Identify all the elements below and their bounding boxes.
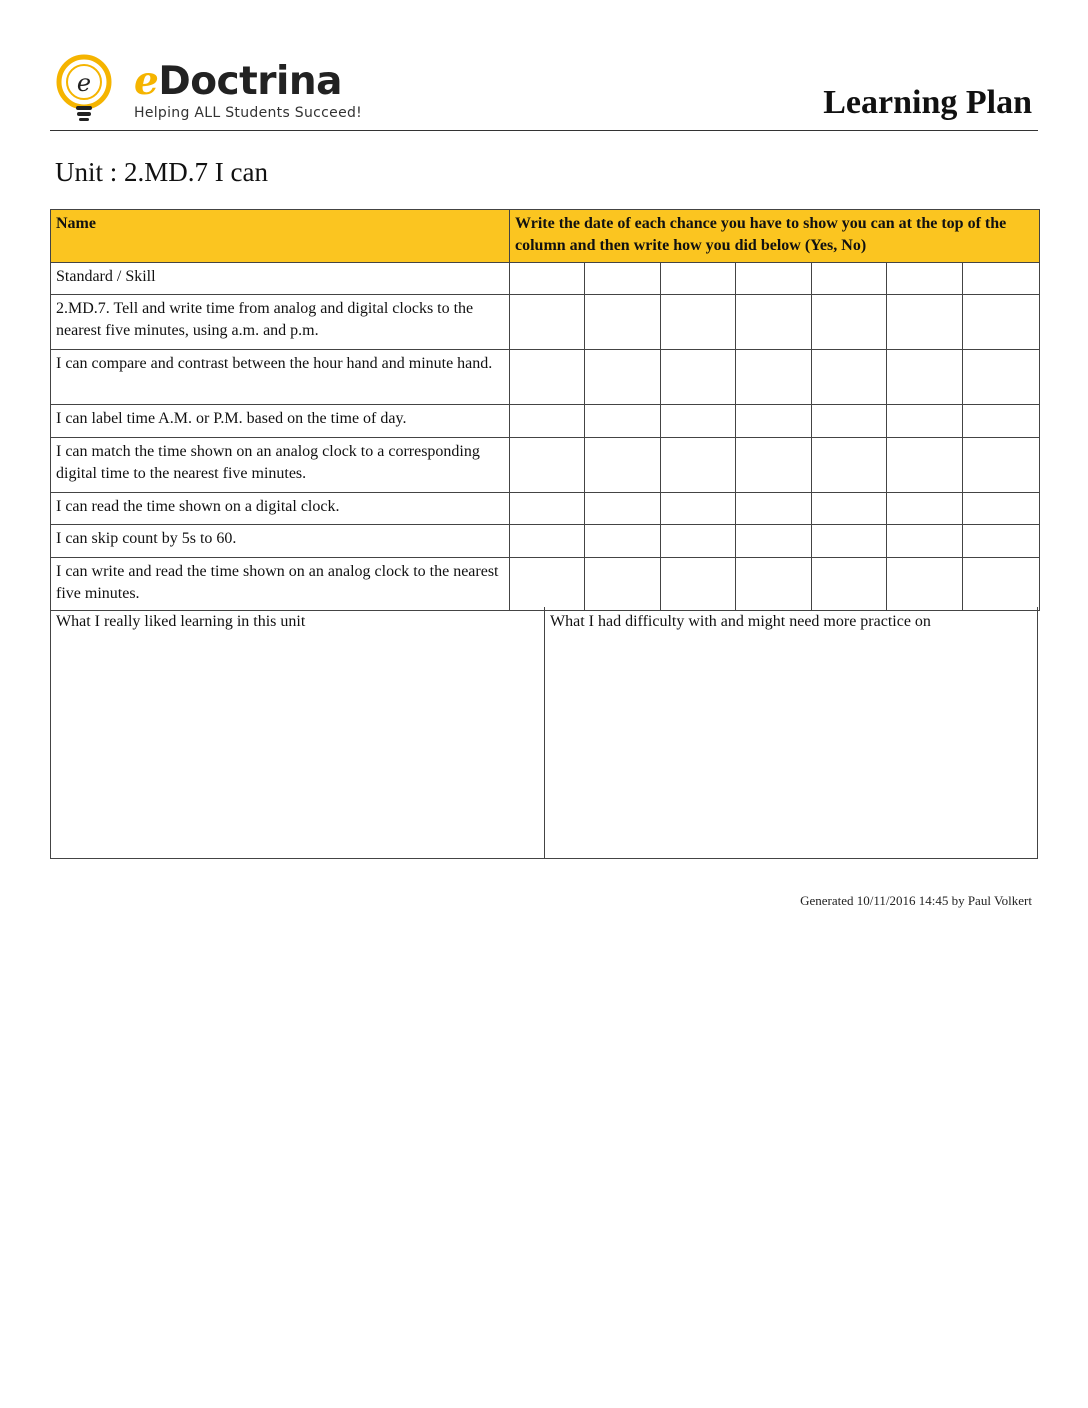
- result-cell[interactable]: [585, 558, 661, 611]
- table-header-row: [51, 210, 1040, 263]
- result-cell[interactable]: [963, 558, 1040, 611]
- skill-label: I can compare and contrast between the hour hand and minute hand.: [51, 350, 510, 405]
- skill-label: Standard / Skill: [51, 263, 510, 295]
- liked-learning-box[interactable]: [51, 607, 545, 858]
- result-cell[interactable]: [736, 295, 812, 350]
- result-cell[interactable]: [963, 295, 1040, 350]
- result-cell[interactable]: [661, 295, 736, 350]
- result-cell[interactable]: [887, 493, 963, 525]
- result-cell[interactable]: [585, 405, 661, 438]
- difficulty-box[interactable]: [545, 607, 1037, 858]
- difficulty-label: What I had difficulty with and might need more practice on: [550, 613, 931, 630]
- page-title: Learning Plan: [823, 84, 1032, 121]
- date-cell[interactable]: [963, 263, 1040, 295]
- skill-label: I can match the time shown on an analog clock to a corresponding digital time to the nearest five minutes.: [51, 438, 510, 493]
- result-cell[interactable]: [812, 405, 887, 438]
- table-row: [51, 558, 1040, 611]
- result-cell[interactable]: [661, 525, 736, 558]
- result-cell[interactable]: [963, 525, 1040, 558]
- result-cell[interactable]: [661, 493, 736, 525]
- result-cell[interactable]: [585, 350, 661, 405]
- date-cell[interactable]: [887, 263, 963, 295]
- result-cell[interactable]: [510, 295, 585, 350]
- result-cell[interactable]: [661, 438, 736, 493]
- liked-learning-label: What I really liked learning in this unit: [56, 613, 306, 630]
- result-cell[interactable]: [887, 405, 963, 438]
- generated-footer: Generated 10/11/2016 14:45 by Paul Volkert: [800, 893, 1032, 908]
- reflection-section: [50, 607, 1038, 859]
- result-cell[interactable]: [812, 493, 887, 525]
- brand-tagline: Helping ALL Students Succeed!: [134, 105, 363, 121]
- skill-label: I can write and read the time shown on an analog clock to the nearest five minutes.: [51, 558, 510, 611]
- date-cell[interactable]: [661, 263, 736, 295]
- result-cell[interactable]: [812, 525, 887, 558]
- result-cell[interactable]: [812, 558, 887, 611]
- result-cell[interactable]: [812, 350, 887, 405]
- result-cell[interactable]: [585, 493, 661, 525]
- result-cell[interactable]: [887, 525, 963, 558]
- result-cell[interactable]: [963, 405, 1040, 438]
- table-row: [51, 350, 1040, 405]
- result-cell[interactable]: [585, 438, 661, 493]
- edoctrina-logo: [56, 54, 376, 126]
- result-cell[interactable]: [585, 295, 661, 350]
- header-divider: [50, 130, 1038, 131]
- result-cell[interactable]: [887, 438, 963, 493]
- result-cell[interactable]: [812, 438, 887, 493]
- result-cell[interactable]: [887, 295, 963, 350]
- result-cell[interactable]: [812, 295, 887, 350]
- skill-label: I can read the time shown on a digital clock.: [51, 493, 510, 525]
- result-cell[interactable]: [661, 558, 736, 611]
- result-cell[interactable]: [963, 493, 1040, 525]
- date-cell[interactable]: [510, 263, 585, 295]
- result-cell[interactable]: [736, 525, 812, 558]
- result-cell[interactable]: [736, 558, 812, 611]
- unit-title: Unit : 2.MD.7 I can: [55, 157, 268, 187]
- result-cell[interactable]: [661, 405, 736, 438]
- result-cell[interactable]: [585, 525, 661, 558]
- table-row: [51, 438, 1040, 493]
- table-row: [51, 405, 1040, 438]
- lightbulb-icon: [56, 54, 116, 124]
- result-cell[interactable]: [510, 558, 585, 611]
- table-row: [51, 263, 1040, 295]
- result-cell[interactable]: [510, 438, 585, 493]
- result-cell[interactable]: [736, 350, 812, 405]
- brand-name-rest: Doctrina: [158, 59, 342, 104]
- table-row: [51, 525, 1040, 558]
- table-row: [51, 493, 1040, 525]
- skill-label: I can skip count by 5s to 60.: [51, 525, 510, 558]
- result-cell[interactable]: [963, 350, 1040, 405]
- date-cell[interactable]: [736, 263, 812, 295]
- result-cell[interactable]: [661, 350, 736, 405]
- skill-label: I can label time A.M. or P.M. based on the time of day.: [51, 405, 510, 438]
- result-cell[interactable]: [510, 405, 585, 438]
- learning-plan-table: [50, 209, 1040, 611]
- result-cell[interactable]: [510, 350, 585, 405]
- date-cell[interactable]: [585, 263, 661, 295]
- result-cell[interactable]: [887, 558, 963, 611]
- result-cell[interactable]: [736, 405, 812, 438]
- date-cell[interactable]: [812, 263, 887, 295]
- skill-label: 2.MD.7. Tell and write time from analog and digital clocks to the nearest five minutes, using a.m. and p.m.: [51, 295, 510, 350]
- result-cell[interactable]: [510, 525, 585, 558]
- brand-name-prefix: e: [134, 58, 159, 104]
- table-row: [51, 295, 1040, 350]
- result-cell[interactable]: [963, 438, 1040, 493]
- result-cell[interactable]: [736, 438, 812, 493]
- result-cell[interactable]: [736, 493, 812, 525]
- result-cell[interactable]: [887, 350, 963, 405]
- instructions-cell: Write the date of each chance you have to show you can at the top of the column and then write how you did below (Yes, No): [510, 210, 1040, 263]
- logo-letter: e: [76, 69, 92, 97]
- result-cell[interactable]: [510, 493, 585, 525]
- name-field[interactable]: Name: [51, 210, 510, 263]
- brand-name: [134, 58, 342, 104]
